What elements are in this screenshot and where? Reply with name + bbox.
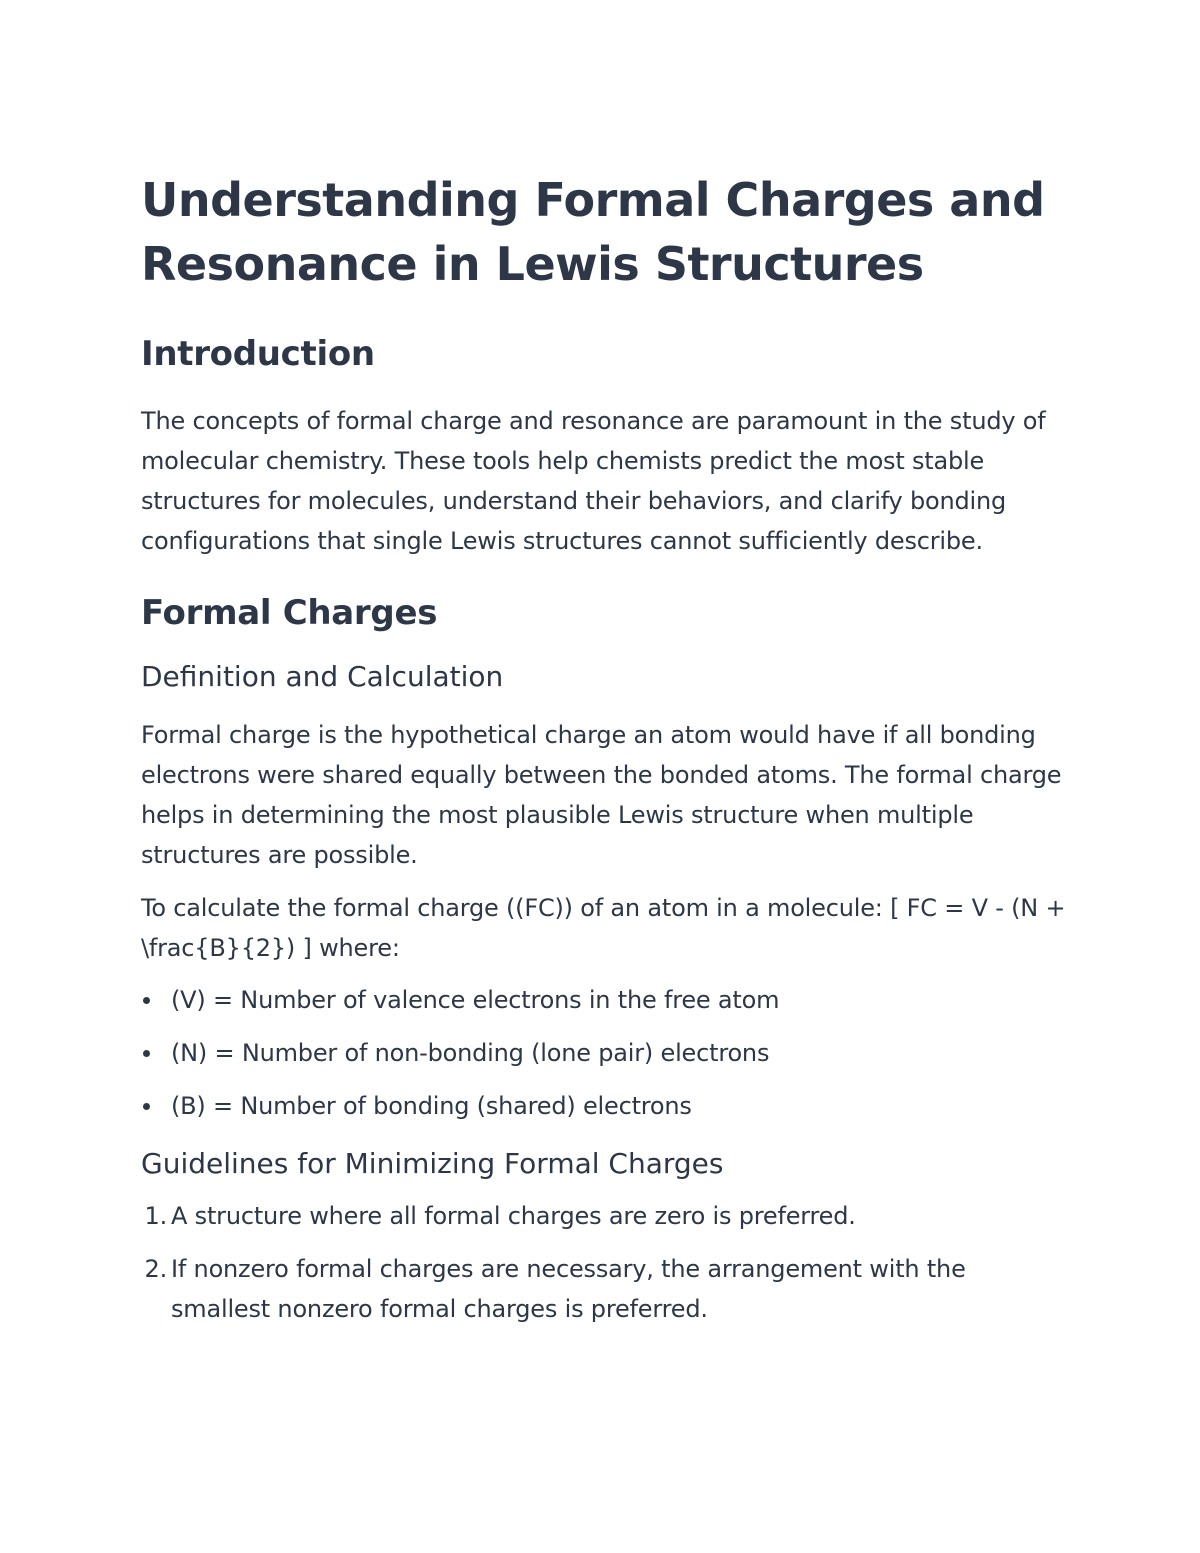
list-item-text: If nonzero formal charges are necessary, the arrangement with the smallest nonzero formal charges is preferred. bbox=[171, 1255, 966, 1323]
definition-paragraph: Formal charge is the hypothetical charge an atom would have if all bonding electrons were shared equally between the bonded atoms. The formal charge helps in determining the most plausible Lewis structure when multiple structures are possible. bbox=[141, 721, 1062, 869]
document-title: Understanding Formal Charges and Resonance in Lewis Structures bbox=[141, 173, 1045, 291]
list-item: (B) = Number of bonding (shared) electrons bbox=[141, 1086, 1071, 1126]
section-heading-formal-charges: Formal Charges bbox=[141, 593, 438, 633]
intro-paragraph: The concepts of formal charge and resonance are paramount in the study of molecular chemistry. These tools help chemists predict the most stable structures for molecules, understand their behaviors, and clarify bonding configurations that single Lewis structures cannot sufficiently describe. bbox=[141, 407, 1046, 555]
subsection-heading-guidelines: Guidelines for Minimizing Formal Charges bbox=[141, 1147, 724, 1180]
calculation-paragraph: To calculate the formal charge ((FC)) of an atom in a molecule: [ FC = V - (N + \frac{B}{2}) ] where: bbox=[141, 894, 1066, 962]
list-item-text: A structure where all formal charges are zero is preferred. bbox=[171, 1202, 856, 1230]
list-item bbox=[141, 1249, 1071, 1329]
guidelines-list bbox=[141, 1196, 1071, 1329]
section-heading-introduction: Introduction bbox=[141, 334, 375, 374]
list-item: (V) = Number of valence electrons in the free atom bbox=[141, 980, 1071, 1020]
list-item: (N) = Number of non-bonding (lone pair) electrons bbox=[141, 1033, 1071, 1073]
variable-list bbox=[141, 980, 1071, 1126]
list-number: 1. bbox=[144, 1202, 167, 1230]
subsection-heading-definition: Definition and Calculation bbox=[141, 660, 504, 693]
list-item bbox=[141, 1196, 1071, 1236]
document-page bbox=[141, 168, 1071, 1329]
list-number: 2. bbox=[144, 1255, 167, 1283]
